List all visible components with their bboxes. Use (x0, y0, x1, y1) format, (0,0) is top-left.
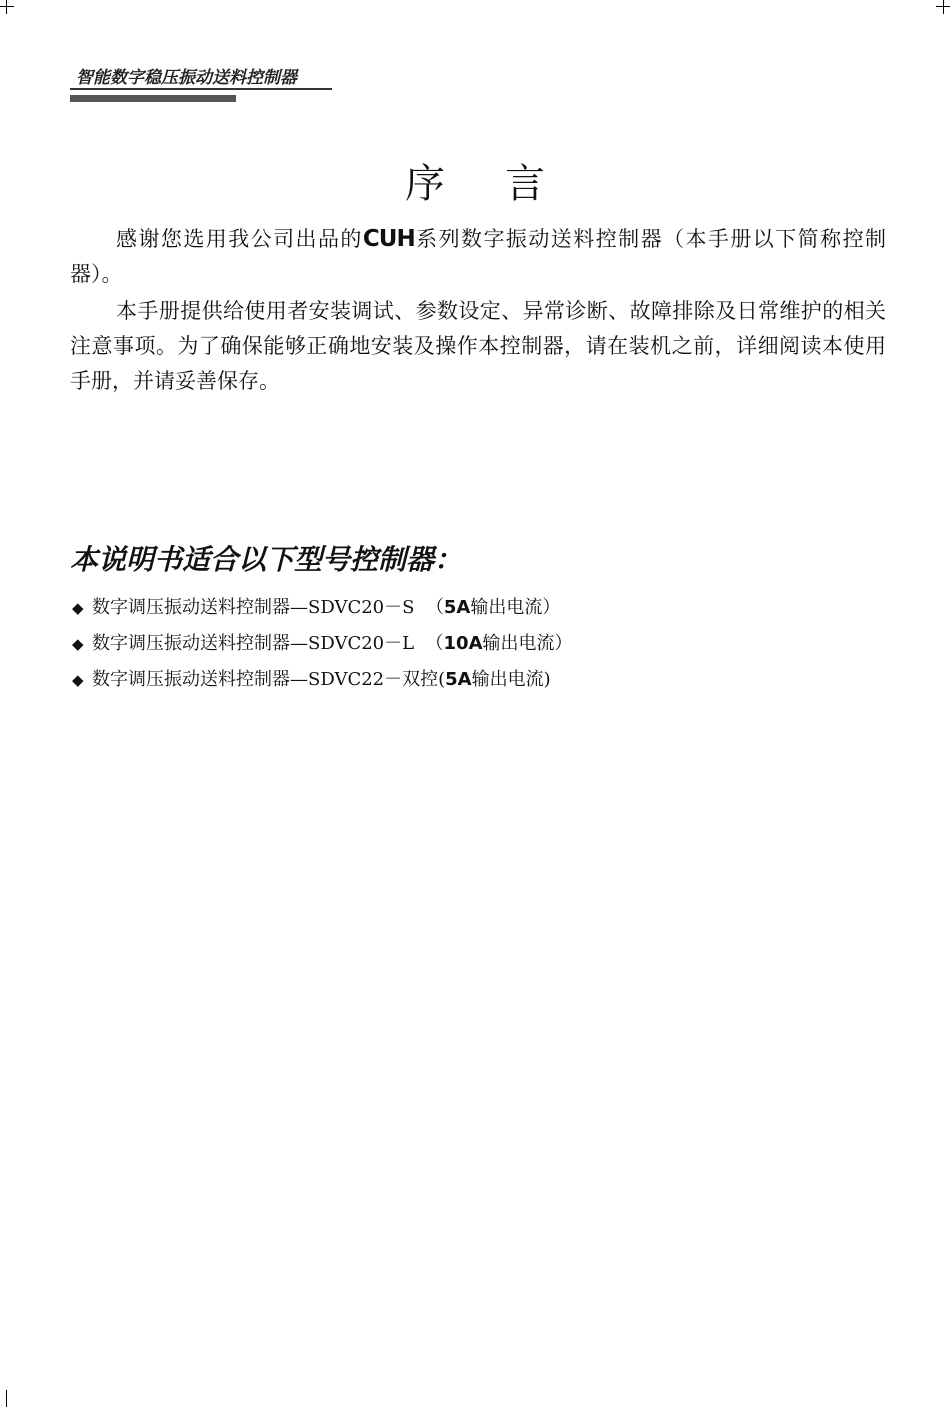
models-heading: 本说明书适合以下型号控制器： (70, 543, 463, 576)
running-header-title: 智能数字稳压振动送料控制器 (76, 68, 297, 88)
model-note-open: （ (425, 633, 444, 654)
diamond-bullet-icon: ◆ (72, 635, 84, 653)
model-item (72, 662, 573, 698)
model-name: 数字调压振动送料控制器—SDVC20－L (92, 633, 415, 654)
model-note-open: ( (438, 669, 446, 690)
brand-logo-text: CUH (362, 226, 415, 252)
model-item (72, 590, 573, 626)
model-current: 5A (443, 597, 471, 618)
model-note-open: （ (425, 597, 444, 618)
header-rule-thin (70, 88, 332, 90)
model-name: 数字调压振动送料控制器—SDVC20－S (92, 597, 415, 618)
model-current: 10A (443, 633, 483, 654)
crop-mark-bottom-left-v (6, 1390, 7, 1407)
crop-mark-top-right-v (943, 0, 944, 14)
intro-p1-after: 系列数字振动送料控制器（本手册以下简称控制器）。 (70, 227, 887, 286)
model-name: 数字调压振动送料控制器—SDVC22－双控 (92, 669, 439, 690)
model-item (72, 626, 573, 662)
diamond-bullet-icon: ◆ (72, 671, 84, 689)
header-rule-thick (70, 95, 236, 102)
model-note-suffix: 输出电流) (471, 669, 551, 690)
model-list (72, 590, 573, 698)
crop-mark-top-left (0, 6, 14, 7)
intro-paragraph-1 (70, 222, 886, 292)
diamond-bullet-icon: ◆ (72, 599, 84, 617)
model-note-suffix: 输出电流） (482, 633, 573, 654)
model-note-suffix: 输出电流） (470, 597, 561, 618)
crop-mark-top-left-v (6, 0, 7, 14)
intro-p1-before: 感谢您选用我公司出品的 (116, 227, 363, 251)
intro-paragraph-2: 本手册提供给使用者安装调试、参数设定、异常诊断、故障排除及日常维护的相关注意事项。为了确保能够正确地安装及操作本控制器，请在装机之前，详细阅读本使用手册，并请妥善保存。 (70, 299, 886, 393)
model-current: 5A (445, 669, 472, 690)
page-title: 序言 (405, 161, 605, 207)
